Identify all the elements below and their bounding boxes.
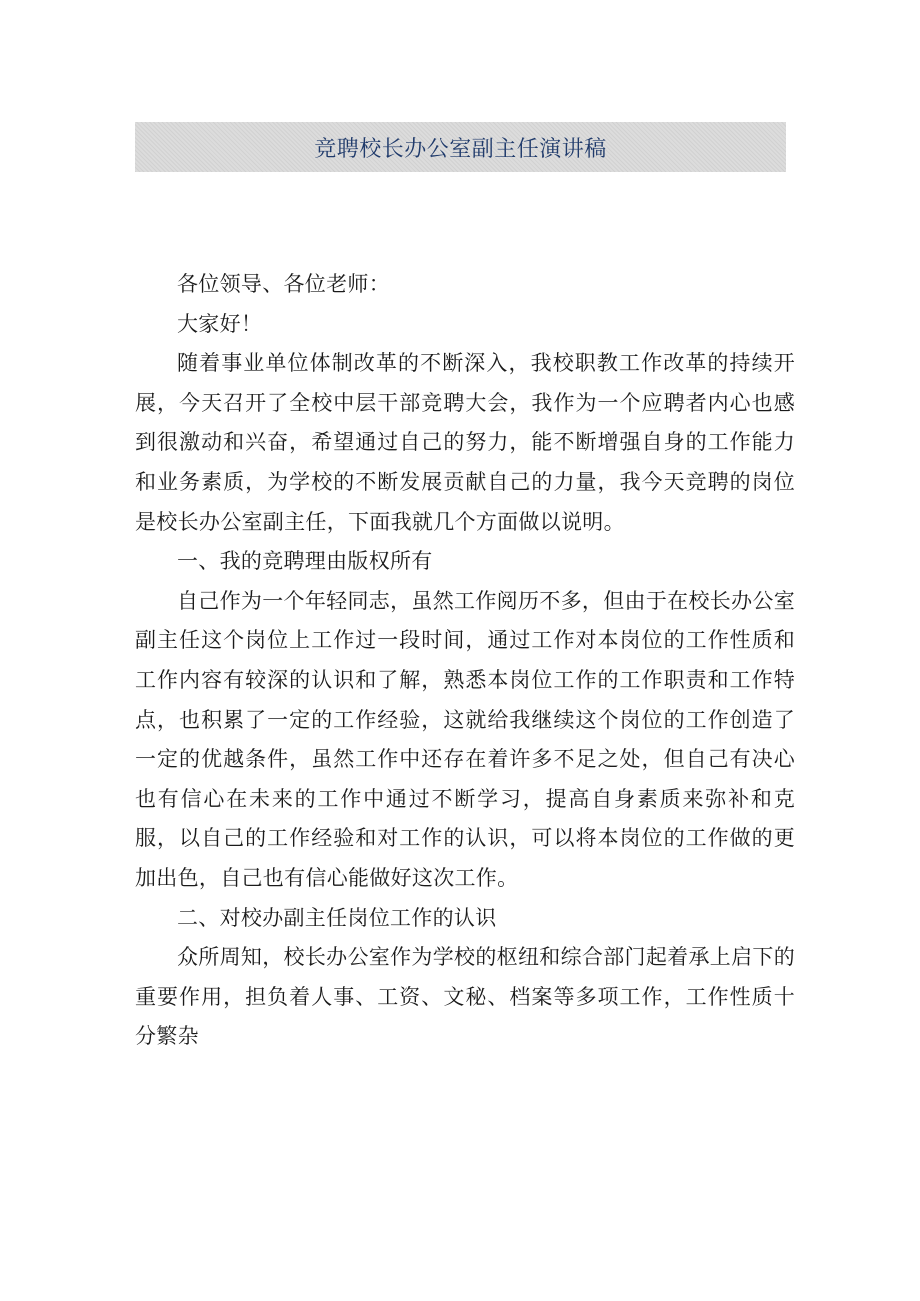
document-title: 竞聘校长办公室副主任演讲稿: [314, 136, 607, 162]
document-body: [135, 265, 795, 1057]
paragraph-intro: 随着事业单位体制改革的不断深入，我校职教工作改革的持续开展，今天召开了全校中层干部竞聘大会，我作为一个应聘者内心也感到很激动和兴奋，希望通过自己的努力，能不断增强自身的工作能力和业务素质，为学校的不断发展贡献自己的力量，我今天竞聘的岗位是校长办公室副主任，下面我就几个方面做以说明。: [135, 351, 795, 534]
greeting: 大家好！: [177, 311, 263, 336]
salutation: 各位领导、各位老师：: [177, 272, 390, 296]
title-banner: [135, 122, 786, 172]
section-heading-2: 二、对校办副主任岗位工作的认识: [177, 905, 497, 930]
paragraph-understanding: 众所周知，校长办公室作为学校的枢纽和综合部门起着承上启下的重要作用，担负着人事、工资、文秘、档案等多项工作，工作性质十分繁杂: [135, 945, 795, 1049]
paragraph-reasons: 自己作为一个年轻同志，虽然工作阅历不多，但由于在校长办公室副主任这个岗位上工作过一段时间，通过工作对本岗位的工作性质和工作内容有较深的认识和了解，熟悉本岗位工作的工作职责和工作特点，也积累了一定的工作经验，这就给我继续这个岗位的工作创造了一定的优越条件，虽然工作中还存在着许多不足之处，但自己有决心也有信心在未来的工作中通过不断学习，提高自身素质来弥补和克服，以自己的工作经验和对工作的认识，可以将本岗位的工作做的更加出色，自己也有信心能做好这次工作。: [135, 588, 795, 890]
section-heading-1: 一、我的竞聘理由版权所有: [177, 549, 433, 574]
